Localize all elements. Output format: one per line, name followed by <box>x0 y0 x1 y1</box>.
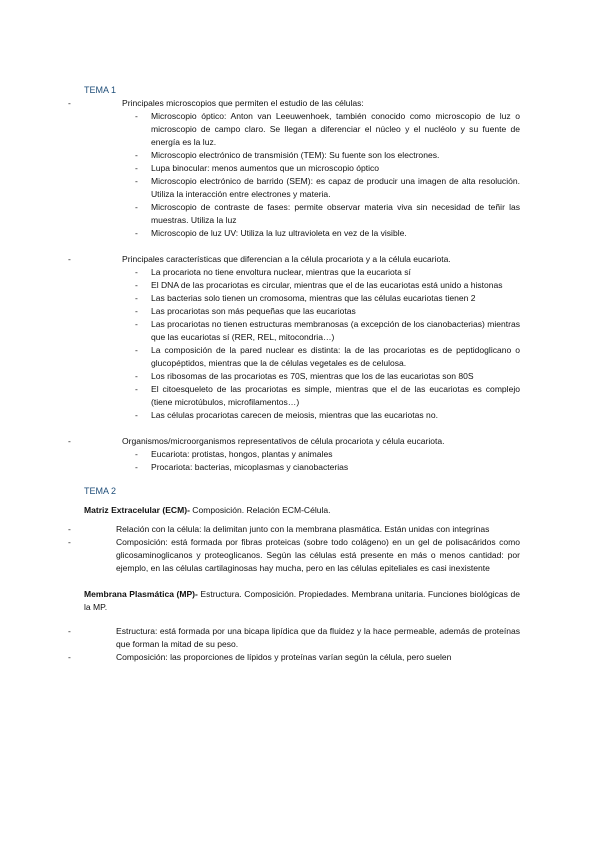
list-item: - Procariota: bacterias, micoplasmas y cianobacterias <box>135 462 349 472</box>
tema1-title: TEMA 1 <box>84 85 117 95</box>
list-item: - Microscopio de luz UV: Utiliza la luz ultravioleta en vez de la visible. <box>135 228 407 238</box>
list-item: - Microscopio de contraste de fases: permite observar materia viva sin necesidad de teñir las muestras. Utiliza la luz <box>135 202 520 225</box>
bullet-dash: - <box>68 254 71 264</box>
list-item: - El citoesqueleto de las procariotas es simple, mientras que el de las eucariotas es complejo (tiene microtúbulos, microfilamentos…) <box>135 384 520 407</box>
list-item: - La procariota no tiene envoltura nuclear, mientras que la eucariota sí <box>135 267 411 277</box>
list-item: - El DNA de las procariotas es circular, mientras que el de las eucariotas está unido a histonas <box>135 280 503 290</box>
bullet-dash: - <box>68 436 71 446</box>
list-item: - Eucariota: protistas, hongos, plantas y animales <box>135 449 333 459</box>
section1-heading: - Principales microscopios que permiten el estudio de las células: - Microscopio óptico: Anton van Leeuwenhoek, también conocido como microscopio de luz o microscopio de campo claro. Se llegan a diferenciar el núcleo y el nucléolo y su fuente de energía es la luz. - Microscopio electrónico de transmisión (TEM): Su fuente son los electrones. - Lupa binocular: menos aumentos que un microscopio óptico - Microscopio electrónico de barrido (SEM): es capaz de producir una imagen de alta resolución. Utiliza la interacción entre electrones y materia. - Microscopio de contraste de fases: permite observar materia viva sin necesidad de teñir las muestras. Utiliza la luz - Microscopio de luz UV: Utiliza la luz ultravioleta en vez de la visible. <box>68 98 520 238</box>
list-item: - Microscopio electrónico de barrido (SEM): es capaz de producir una imagen de alta resolución. Utiliza la interacción entre electrones y materia. <box>135 176 520 199</box>
list-item: - Estructura: está formada por una bicapa lipídica que da fluidez y la hace permeable, además de proteínas que forman la mitad de su peso. <box>68 626 520 649</box>
list-item: - Relación con la célula: la delimitan junto con la membrana plasmática. Están unidas con integrinas <box>68 524 490 534</box>
list-item: - Composición: está formada por fibras proteicas (sobre todo colágeno) en un gel de polisacáridos como glicosaminoglicanos y proteoglicanos. Según las células está presente en más o menos cantidad: por ejemplo, en las células cartilaginosas hay mucha, pero en las células epiteliales es casi inexistente <box>68 537 520 573</box>
list-item: - Los ribosomas de las procariotas es 70S, mientras que los de las eucariotas son 80S <box>135 371 474 381</box>
list-item: - Las bacterias solo tienen un cromosoma, mientras que las células eucariotas tienen 2 <box>135 293 476 303</box>
organisms-list <box>135 448 520 474</box>
ecm-list <box>68 523 520 575</box>
tema1-section1 <box>68 97 520 240</box>
list-item: - Las procariotas son más pequeñas que las eucariotas <box>135 306 356 316</box>
ecm-heading: Matriz Extracelular (ECM)- Composición. Relación ECM-Célula. <box>84 505 331 515</box>
list-item: - Microscopio electrónico de transmisión (TEM): Su fuente son los electrones. <box>135 150 440 160</box>
tema1-section2 <box>68 253 520 422</box>
microscope-list <box>135 110 520 240</box>
differences-list <box>135 266 520 422</box>
section3-heading: - Organismos/microorganismos representativos de célula procariota y célula eucariota. - Eucariota: protistas, hongos, plantas y animales - Procariota: bacterias, micoplasmas y cianobacterias <box>84 435 520 474</box>
list-item: - Lupa binocular: menos aumentos que un microscopio óptico <box>135 163 380 173</box>
list-item: - Las células procariotas carecen de meiosis, mientras que las eucariotas no. <box>135 410 438 420</box>
list-item: - La composición de la pared nuclear es distinta: la de las procariotas es de peptidoglicano o glucopéptidos, mientras que la de células vegetales es de celulosa. <box>135 345 520 368</box>
tema2-title: TEMA 2 <box>84 486 117 496</box>
list-item: - Composición: las proporciones de lípidos y proteínas varían según la célula, pero suelen <box>68 652 452 662</box>
document-body <box>68 84 520 664</box>
list-item: - Microscopio óptico: Anton van Leeuwenhoek, también conocido como microscopio de luz o microscopio de campo claro. Se llegan a diferenciar el núcleo y el nucléolo y su fuente de energía es la luz. <box>135 111 520 147</box>
bullet-dash: - <box>68 98 71 108</box>
tema1-section3 <box>68 435 520 474</box>
mp-heading: Membrana Plasmática (MP)- Estructura. Composición. Propiedades. Membrana unitaria. Funciones biológicas de la MP. <box>84 589 520 612</box>
section2-heading: - Principales características que diferencian a la célula procariota y a la célula eucariota. - La procariota no tiene envoltura nuclear, mientras que la eucariota sí - El DNA de las procariotas es circular, mientras que el de las eucariotas está unido a histonas - Las bacterias solo tienen un cromosoma, mientras que las células eucariotas tienen 2 - Las procariotas son más pequeñas que las eucariotas - Las procariotas no tienen estructuras membranosas (a excepción de los cianobacterias) mientras que las eucariotas sí (RER, REL, mitocondria…) - La composición de la pared nuclear es distinta: la de las procariotas es de peptidoglicano o glucopéptidos, mientras que la de células vegetales es de celulosa. - Los ribosomas de las procariotas es 70S, mientras que los de las eucariotas son 80S - El citoesqueleto de las procariotas es simple, mientras que el de las eucariotas es complejo (tiene microtúbulos, microfilamentos…) - Las células procariotas carecen de meiosis, mientras que las eucariotas no. <box>68 254 520 420</box>
mp-list <box>68 625 520 664</box>
list-item: - Las procariotas no tienen estructuras membranosas (a excepción de los cianobacterias) mientras que las eucariotas sí (RER, REL, mitocondria…) <box>135 319 520 342</box>
